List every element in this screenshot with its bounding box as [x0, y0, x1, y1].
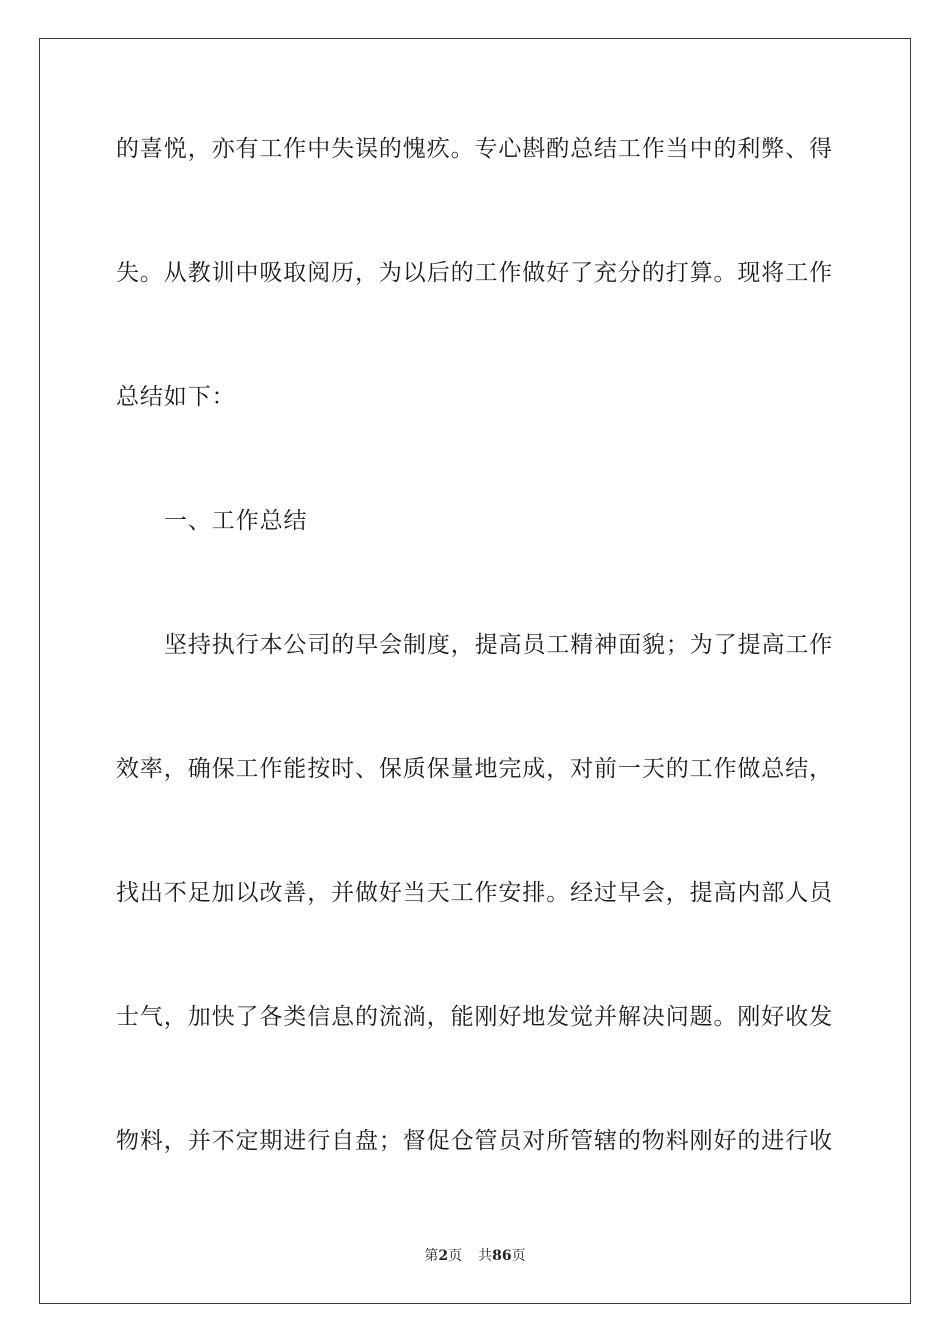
- footer-page-number: 2: [438, 1248, 449, 1264]
- footer-total-pages: 86: [492, 1248, 512, 1264]
- body-line-3: 总结如下：: [116, 384, 236, 410]
- footer-total-suffix: 页: [511, 1248, 526, 1264]
- footer-page-suffix: 页: [448, 1248, 463, 1264]
- body-line-1: 的喜悦，亦有工作中失误的愧疚。专心斟酌总结工作当中的利弊、得: [116, 136, 833, 162]
- page-border: [39, 38, 911, 1304]
- section-heading: 一、工作总结: [164, 508, 308, 534]
- body-line-6: 效率，确保工作能按时、保质保量地完成，对前一天的工作做总结，: [116, 756, 833, 782]
- body-line-2: 失。从教训中吸取阅历，为以后的工作做好了充分的打算。现将工作: [116, 260, 833, 286]
- body-line-9: 物料，并不定期进行自盘；督促仓管员对所管辖的物料刚好的进行收: [116, 1128, 833, 1154]
- footer-page-prefix: 第: [424, 1248, 439, 1264]
- page-footer: [0, 1246, 950, 1266]
- footer-total-prefix: 共: [478, 1248, 493, 1264]
- body-line-8: 士气，加快了各类信息的流淌，能刚好地发觉并解决问题。刚好收发: [116, 1004, 833, 1030]
- body-line-7: 找出不足加以改善，并做好当天工作安排。经过早会，提高内部人员: [116, 880, 833, 906]
- body-line-5: 坚持执行本公司的早会制度，提高员工精神面貌；为了提高工作: [164, 632, 834, 658]
